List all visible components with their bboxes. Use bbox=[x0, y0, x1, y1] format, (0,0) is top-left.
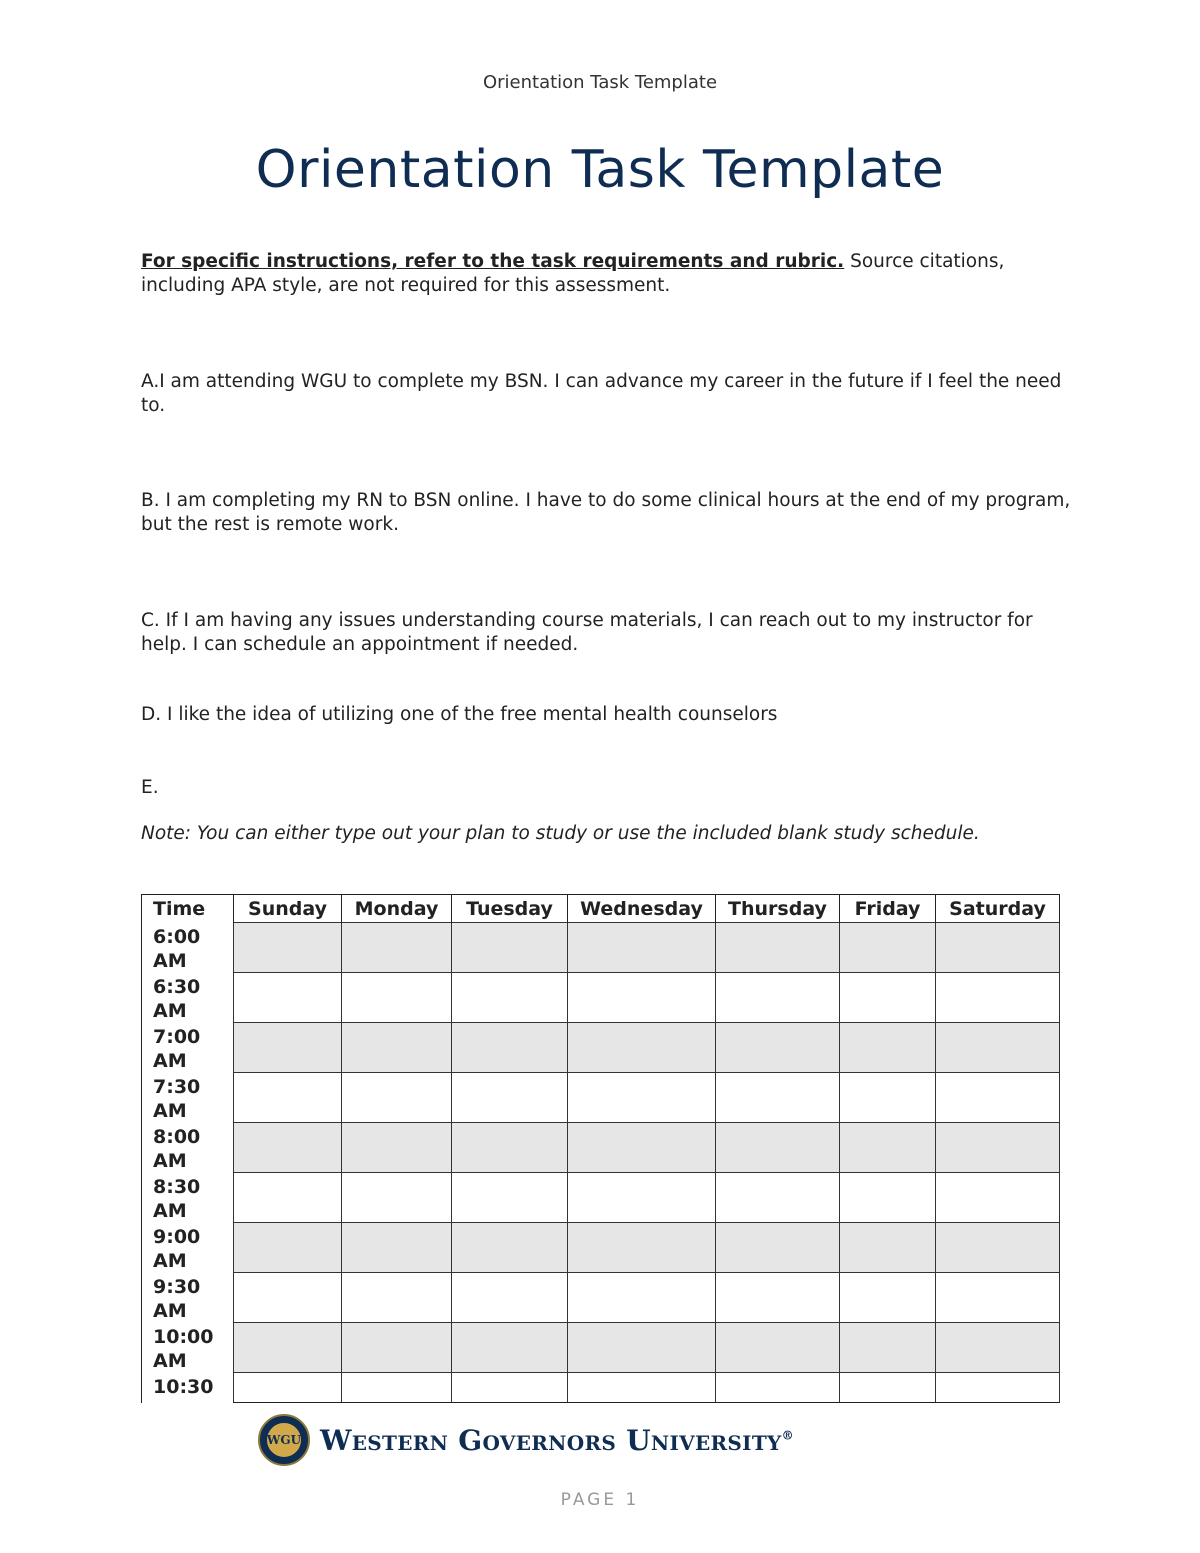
schedule-cell-wednesday[interactable] bbox=[568, 1023, 716, 1073]
schedule-cell-friday[interactable] bbox=[840, 1273, 936, 1323]
page-number: PAGE 1 bbox=[560, 1490, 640, 1510]
schedule-body bbox=[142, 923, 1060, 1403]
header-monday: Monday bbox=[342, 895, 452, 923]
intro-paragraph bbox=[141, 250, 1071, 298]
schedule-cell-friday[interactable] bbox=[840, 1023, 936, 1073]
logo-trademark: ® bbox=[781, 1428, 794, 1443]
schedule-row bbox=[142, 923, 1060, 973]
time-cell bbox=[142, 1273, 234, 1323]
schedule-cell-tuesday[interactable] bbox=[452, 1373, 568, 1403]
schedule-row bbox=[142, 1373, 1060, 1403]
schedule-cell-sunday[interactable] bbox=[234, 1273, 342, 1323]
schedule-cell-sunday[interactable] bbox=[234, 1023, 342, 1073]
time-value: 7:00 bbox=[153, 1025, 201, 1048]
time-cell bbox=[142, 1023, 234, 1073]
time-cell bbox=[142, 1373, 234, 1403]
time-value: 6:00 bbox=[153, 925, 201, 948]
schedule-cell-monday[interactable] bbox=[342, 1273, 452, 1323]
schedule-cell-friday[interactable] bbox=[840, 1073, 936, 1123]
header-wednesday: Wednesday bbox=[568, 895, 716, 923]
running-header: Orientation Task Template bbox=[482, 72, 718, 93]
schedule-cell-wednesday[interactable] bbox=[568, 1123, 716, 1173]
schedule-cell-wednesday[interactable] bbox=[568, 1373, 716, 1403]
schedule-row bbox=[142, 1123, 1060, 1173]
schedule-cell-monday[interactable] bbox=[342, 1123, 452, 1173]
schedule-cell-thursday[interactable] bbox=[716, 1223, 840, 1273]
schedule-cell-saturday[interactable] bbox=[936, 1023, 1060, 1073]
answer-c: C. If I am having any issues understanding course materials, I can reach out to my instructor for help. I can schedule an appointment if needed. bbox=[141, 610, 1033, 655]
time-period: AM bbox=[153, 1249, 187, 1272]
time-cell bbox=[142, 1123, 234, 1173]
study-schedule-table bbox=[141, 894, 1060, 1403]
wgu-seal-icon bbox=[258, 1414, 310, 1466]
schedule-cell-wednesday[interactable] bbox=[568, 923, 716, 973]
time-value: 8:30 bbox=[153, 1175, 201, 1198]
answer-a: A.I am attending WGU to complete my BSN. I can advance my career in the future if I feel the need to. bbox=[141, 371, 1062, 416]
time-value: 6:30 bbox=[153, 975, 201, 998]
schedule-cell-wednesday[interactable] bbox=[568, 1173, 716, 1223]
logo-wordmark bbox=[320, 1424, 794, 1457]
intro-citation-note: Source citations, including APA style, are not required for this assessment. bbox=[141, 251, 1005, 296]
schedule-cell-friday[interactable] bbox=[840, 923, 936, 973]
schedule-cell-friday[interactable] bbox=[840, 1373, 936, 1403]
schedule-cell-tuesday[interactable] bbox=[452, 1323, 568, 1373]
schedule-cell-friday[interactable] bbox=[840, 1123, 936, 1173]
schedule-cell-monday[interactable] bbox=[342, 1023, 452, 1073]
schedule-cell-thursday[interactable] bbox=[716, 923, 840, 973]
schedule-cell-sunday[interactable] bbox=[234, 1323, 342, 1373]
schedule-row bbox=[142, 1023, 1060, 1073]
time-value: 7:30 bbox=[153, 1075, 201, 1098]
schedule-cell-saturday[interactable] bbox=[936, 1273, 1060, 1323]
schedule-cell-wednesday[interactable] bbox=[568, 1323, 716, 1373]
schedule-cell-wednesday[interactable] bbox=[568, 1273, 716, 1323]
schedule-cell-saturday[interactable] bbox=[936, 1073, 1060, 1123]
header-thursday: Thursday bbox=[716, 895, 840, 923]
time-period: AM bbox=[153, 1149, 187, 1172]
schedule-cell-wednesday[interactable] bbox=[568, 973, 716, 1023]
schedule-cell-saturday[interactable] bbox=[936, 1123, 1060, 1173]
schedule-cell-sunday[interactable] bbox=[234, 1123, 342, 1173]
header-sunday: Sunday bbox=[234, 895, 342, 923]
schedule-cell-monday[interactable] bbox=[342, 1073, 452, 1123]
time-period: AM bbox=[153, 1349, 187, 1372]
schedule-cell-thursday[interactable] bbox=[716, 1073, 840, 1123]
intro-instructions: For specific instructions, refer to the task requirements and rubric. bbox=[141, 251, 845, 272]
schedule-cell-thursday[interactable] bbox=[716, 1123, 840, 1173]
time-period: AM bbox=[153, 1099, 187, 1122]
schedule-cell-saturday[interactable] bbox=[936, 1323, 1060, 1373]
schedule-cell-tuesday[interactable] bbox=[452, 1023, 568, 1073]
study-note: Note: You can either type out your plan to study or use the included blank study schedule. bbox=[141, 823, 980, 844]
schedule-cell-tuesday[interactable] bbox=[452, 1273, 568, 1323]
schedule-row bbox=[142, 973, 1060, 1023]
schedule-cell-friday[interactable] bbox=[840, 1223, 936, 1273]
time-cell bbox=[142, 1223, 234, 1273]
schedule-cell-saturday[interactable] bbox=[936, 1223, 1060, 1273]
schedule-cell-sunday[interactable] bbox=[234, 973, 342, 1023]
wgu-logo bbox=[258, 1412, 908, 1468]
logo-text: Western Governors University bbox=[320, 1423, 782, 1457]
time-period: AM bbox=[153, 949, 187, 972]
header-time: Time bbox=[142, 895, 234, 923]
schedule-cell-monday[interactable] bbox=[342, 1173, 452, 1223]
time-cell bbox=[142, 1173, 234, 1223]
schedule-cell-sunday[interactable] bbox=[234, 1073, 342, 1123]
header-tuesday: Tuesday bbox=[452, 895, 568, 923]
header-saturday: Saturday bbox=[936, 895, 1060, 923]
time-value: 9:00 bbox=[153, 1225, 201, 1248]
schedule-cell-tuesday[interactable] bbox=[452, 1173, 568, 1223]
schedule-cell-thursday[interactable] bbox=[716, 1173, 840, 1223]
time-period: AM bbox=[153, 1199, 187, 1222]
schedule-cell-thursday[interactable] bbox=[716, 1273, 840, 1323]
schedule-cell-wednesday[interactable] bbox=[568, 1223, 716, 1273]
time-period: AM bbox=[153, 1299, 187, 1322]
schedule-cell-monday[interactable] bbox=[342, 1323, 452, 1373]
schedule-cell-saturday[interactable] bbox=[936, 923, 1060, 973]
schedule-row bbox=[142, 1323, 1060, 1373]
schedule-cell-sunday[interactable] bbox=[234, 1173, 342, 1223]
schedule-row bbox=[142, 1173, 1060, 1223]
schedule-cell-monday[interactable] bbox=[342, 973, 452, 1023]
schedule-row bbox=[142, 1273, 1060, 1323]
schedule-cell-tuesday[interactable] bbox=[452, 923, 568, 973]
time-cell bbox=[142, 1323, 234, 1373]
time-value: 10:30 bbox=[153, 1375, 214, 1398]
schedule-cell-monday[interactable] bbox=[342, 1223, 452, 1273]
time-cell bbox=[142, 1073, 234, 1123]
schedule-cell-friday[interactable] bbox=[840, 1323, 936, 1373]
schedule-cell-tuesday[interactable] bbox=[452, 1123, 568, 1173]
schedule-cell-saturday[interactable] bbox=[936, 973, 1060, 1023]
answer-e: E. bbox=[141, 777, 159, 798]
time-value: 8:00 bbox=[153, 1125, 201, 1148]
schedule-cell-wednesday[interactable] bbox=[568, 1073, 716, 1123]
answer-b: B. I am completing my RN to BSN online. I have to do some clinical hours at the end of my program, but the rest is remote work. bbox=[141, 490, 1071, 535]
time-cell bbox=[142, 923, 234, 973]
answer-d: D. I like the idea of utilizing one of the free mental health counselors bbox=[141, 704, 778, 725]
time-value: 10:00 bbox=[153, 1325, 214, 1348]
schedule-cell-friday[interactable] bbox=[840, 1173, 936, 1223]
schedule-header-row bbox=[142, 895, 1060, 923]
schedule-cell-tuesday[interactable] bbox=[452, 973, 568, 1023]
schedule-cell-tuesday[interactable] bbox=[452, 1073, 568, 1123]
schedule-cell-thursday[interactable] bbox=[716, 1323, 840, 1373]
schedule-cell-sunday[interactable] bbox=[234, 1223, 342, 1273]
schedule-cell-friday[interactable] bbox=[840, 973, 936, 1023]
page-title: Orientation Task Template bbox=[255, 140, 945, 200]
schedule-cell-saturday[interactable] bbox=[936, 1173, 1060, 1223]
header-friday: Friday bbox=[840, 895, 936, 923]
time-cell bbox=[142, 973, 234, 1023]
schedule-cell-thursday[interactable] bbox=[716, 1023, 840, 1073]
seal-monogram: WGU bbox=[265, 1421, 303, 1459]
schedule-cell-sunday[interactable] bbox=[234, 1373, 342, 1403]
schedule-row bbox=[142, 1073, 1060, 1123]
time-value: 9:30 bbox=[153, 1275, 201, 1298]
schedule-cell-thursday[interactable] bbox=[716, 973, 840, 1023]
schedule-cell-saturday[interactable] bbox=[936, 1373, 1060, 1403]
schedule-row bbox=[142, 1223, 1060, 1273]
schedule-cell-monday[interactable] bbox=[342, 1373, 452, 1403]
time-period: AM bbox=[153, 1049, 187, 1072]
schedule-cell-thursday[interactable] bbox=[716, 1373, 840, 1403]
schedule-cell-monday[interactable] bbox=[342, 923, 452, 973]
schedule-cell-tuesday[interactable] bbox=[452, 1223, 568, 1273]
time-period: AM bbox=[153, 999, 187, 1022]
schedule-cell-sunday[interactable] bbox=[234, 923, 342, 973]
